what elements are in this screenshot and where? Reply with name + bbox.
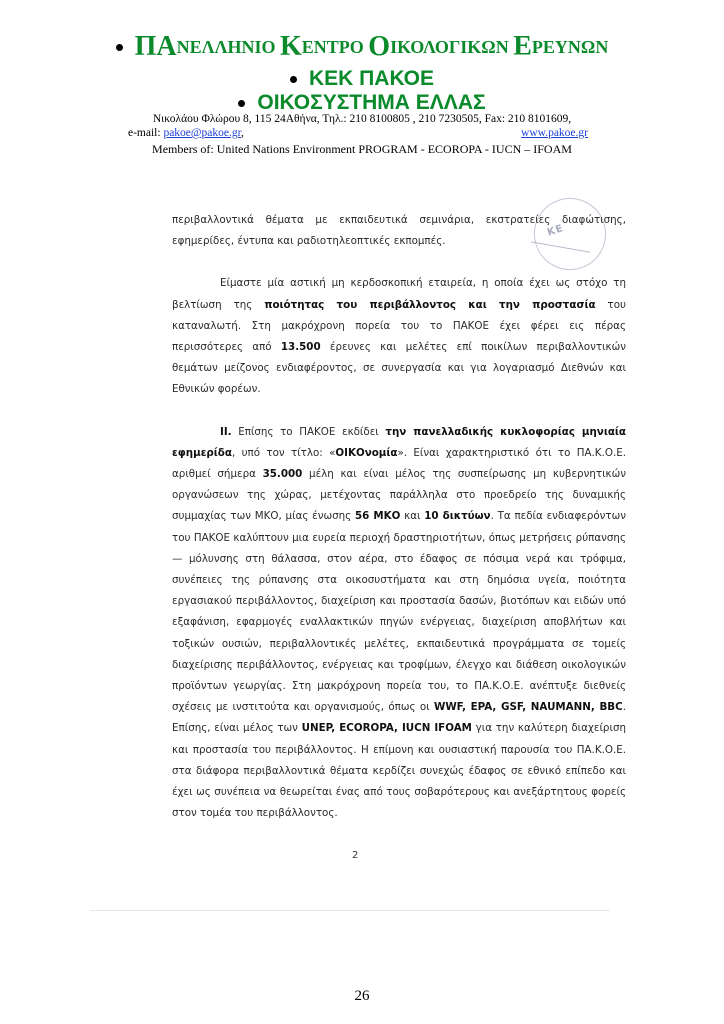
members-line: Members of: United Nations Environment PROGRAM - ECOROPA - IUCN – IFOAM xyxy=(152,142,572,156)
page-number: 26 xyxy=(354,988,370,1004)
text-run: . Επίσης, είναι μέλος των xyxy=(172,701,626,735)
website-link[interactable]: www.pakoe.gr xyxy=(521,127,588,139)
email-suffix: , xyxy=(240,127,244,139)
text-run: μέλη και είναι μέλος της συσπείρωσης μη κυβερνητικών οργανώσεων της χώρας, μετέχοντας παράλληλα στο προεδρείο της δυναμικής συμμαχίας των ΜΚΟ, μίας ένωσης xyxy=(172,468,626,523)
kek-title: ΚΕΚ ΠΑΚΟΕ xyxy=(308,67,435,90)
org-title-rest-4: ΡΕΥΝΩΝ xyxy=(531,36,609,57)
contact-row xyxy=(128,127,588,139)
text-run: ». Είναι χαρακτηριστικό ότι το ΠΑ.Κ.Ο.Ε. αριθμεί σήμερα xyxy=(172,446,626,481)
text-run: του καταναλωτή. Στη μακρόχρονη πορεία του το ΠΑΚΟΕ έχει φέρει εις πέρας περισσότερες από xyxy=(172,298,626,354)
scanned-page-number: 2 xyxy=(352,850,359,861)
text-run: και xyxy=(400,510,425,523)
text-run: Είμαστε μία αστική μη κερδοσκοπική εταιρεία, η οποία έχει ως στόχο τη βελτίωση της xyxy=(172,277,626,311)
bold-run: 56 ΜΚΟ xyxy=(354,510,401,523)
paragraph-1: περιβαλλοντικά θέματα με εκπαιδευτικά σεμινάρια, εκστρατείες διαφώτισης, εφημερίδες, έντυπα και ραδιοτηλεοπτικές εκπομπές. xyxy=(172,214,626,248)
bold-run: ποιότητας του περιβάλλοντος και την προστασία xyxy=(264,298,596,311)
email-label: e-mail: xyxy=(128,127,164,139)
organization-title xyxy=(0,30,724,64)
text-run: . Τα πεδία ενδιαφερόντων του ΠΑΚΟΕ καλύπτουν μια ευρεία περιοχή δραστηριοτήτων, όπως μετρήσεις ρύπανσης — μόλυνσης στη θάλασσα, στον αέρα, στο έδαφος σε πόσιμα νερά και τρόφιμα, συνέπειες της ρύπανσης στα οικοσυστήματα και στη δημόσια υγεία, ποιότητα εργασιακού περιβάλλοντος, διαχείριση και προστασία δασών, βιοτόπων και ειδών υπό εξαφάνιση, εφαρμογές εναλλακτικών πηγών ενέργειας, διαχείριση αποβλήτων και τοξικών ουσιών, περιβαλλοντικές μελέτες, εκπαιδευτικά προγράμματα σε τομείς διαχείρισης περιβάλλοντος, ενέργειας και τροφίμων, έλεγχο και διάθεση οικολογικών προϊόντων γεωργίας. Στη μακρόχρονη πορεία του, το ΠΑ.Κ.Ο.Ε. ανέπτυξε διεθνείς σχέσεις με ινστιτούτα και οργανισμούς, όπως οι xyxy=(172,510,626,714)
bold-run: ΙΙ. xyxy=(220,425,232,438)
scan-edge-rule xyxy=(90,910,610,911)
bold-run: την πανελλαδικής κυκλοφορίας μηνιαία εφημερίδα xyxy=(172,425,626,459)
bullet-icon xyxy=(238,100,245,107)
org-title-cap-1: ΠΑ xyxy=(134,31,177,62)
scanned-page xyxy=(94,190,627,910)
paragraph-3 xyxy=(172,422,626,825)
org-title-cap-3: Ο xyxy=(368,31,391,62)
org-title-rest-1: ΝΕΛΛΗΝΙΟ xyxy=(176,36,280,57)
text-run: έρευνες και μελέτες επί ποικίλων περιβαλλοντικών θεμάτων μείζονος ενδιαφέροντος, σε συνεργασία και για λογαριασμό Διεθνών και Εθνικών φορέων. xyxy=(172,341,626,396)
bold-run: UNEP, ECOROPA, IUCN IFOAM xyxy=(301,722,472,735)
kek-line xyxy=(0,68,724,90)
address-line: Νικολάου Φλώρου 8, 115 24Αθήνα, Τηλ.: 210 8100805 , 210 7230505, Fax: 210 8101609, xyxy=(152,113,572,125)
text-run: για την καλύτερη διαχείριση και προστασία του περιβάλλοντος. Η επίμονη και ουσιαστική παρουσία του ΠΑ.Κ.Ο.Ε. στα διάφορα περιβαλλοντικά θέματα κερδίζει συνεχώς έδαφος σε εθνικό επίπεδο και έχει ως συνέπεια να θεωρείται ένας από τους σοβαρότερους και ανεξάρτητους φορείς στον τομέα του περιβάλλοντος. xyxy=(172,722,627,820)
stamp-text: ΚΕ xyxy=(546,222,566,239)
bold-run: 35.000 xyxy=(262,468,303,481)
org-title-rest-2: ΕΝΤΡΟ xyxy=(301,36,369,57)
ecosystem-line xyxy=(0,92,724,114)
org-title-rest-3: ΙΚΟΛΟΓΙΚΩΝ xyxy=(390,36,514,57)
text-run: Επίσης το ΠΑΚΟΕ εκδίδει xyxy=(231,425,386,438)
bold-run: WWF, EPA, GSF, NAUMANN, BBC xyxy=(433,701,623,714)
bullet-icon xyxy=(116,44,123,51)
paragraph-2 xyxy=(172,273,626,400)
org-title-cap-2: Κ xyxy=(279,31,302,62)
email-link[interactable]: pakoe@pakoe.gr xyxy=(163,127,241,139)
bullet-icon xyxy=(290,76,297,83)
bold-run: ΟΙΚΟνομία xyxy=(335,446,398,459)
text-run: , υπό τον τίτλο: « xyxy=(231,446,336,459)
bold-run: 10 δικτύων xyxy=(424,510,491,523)
body-text xyxy=(172,210,626,824)
bold-run: 13.500 xyxy=(280,341,321,354)
org-title-cap-4: Ε xyxy=(513,31,532,62)
ecosystem-title: ΟΙΚΟΣΥΣΤΗΜΑ ΕΛΛΑΣ xyxy=(257,91,486,114)
